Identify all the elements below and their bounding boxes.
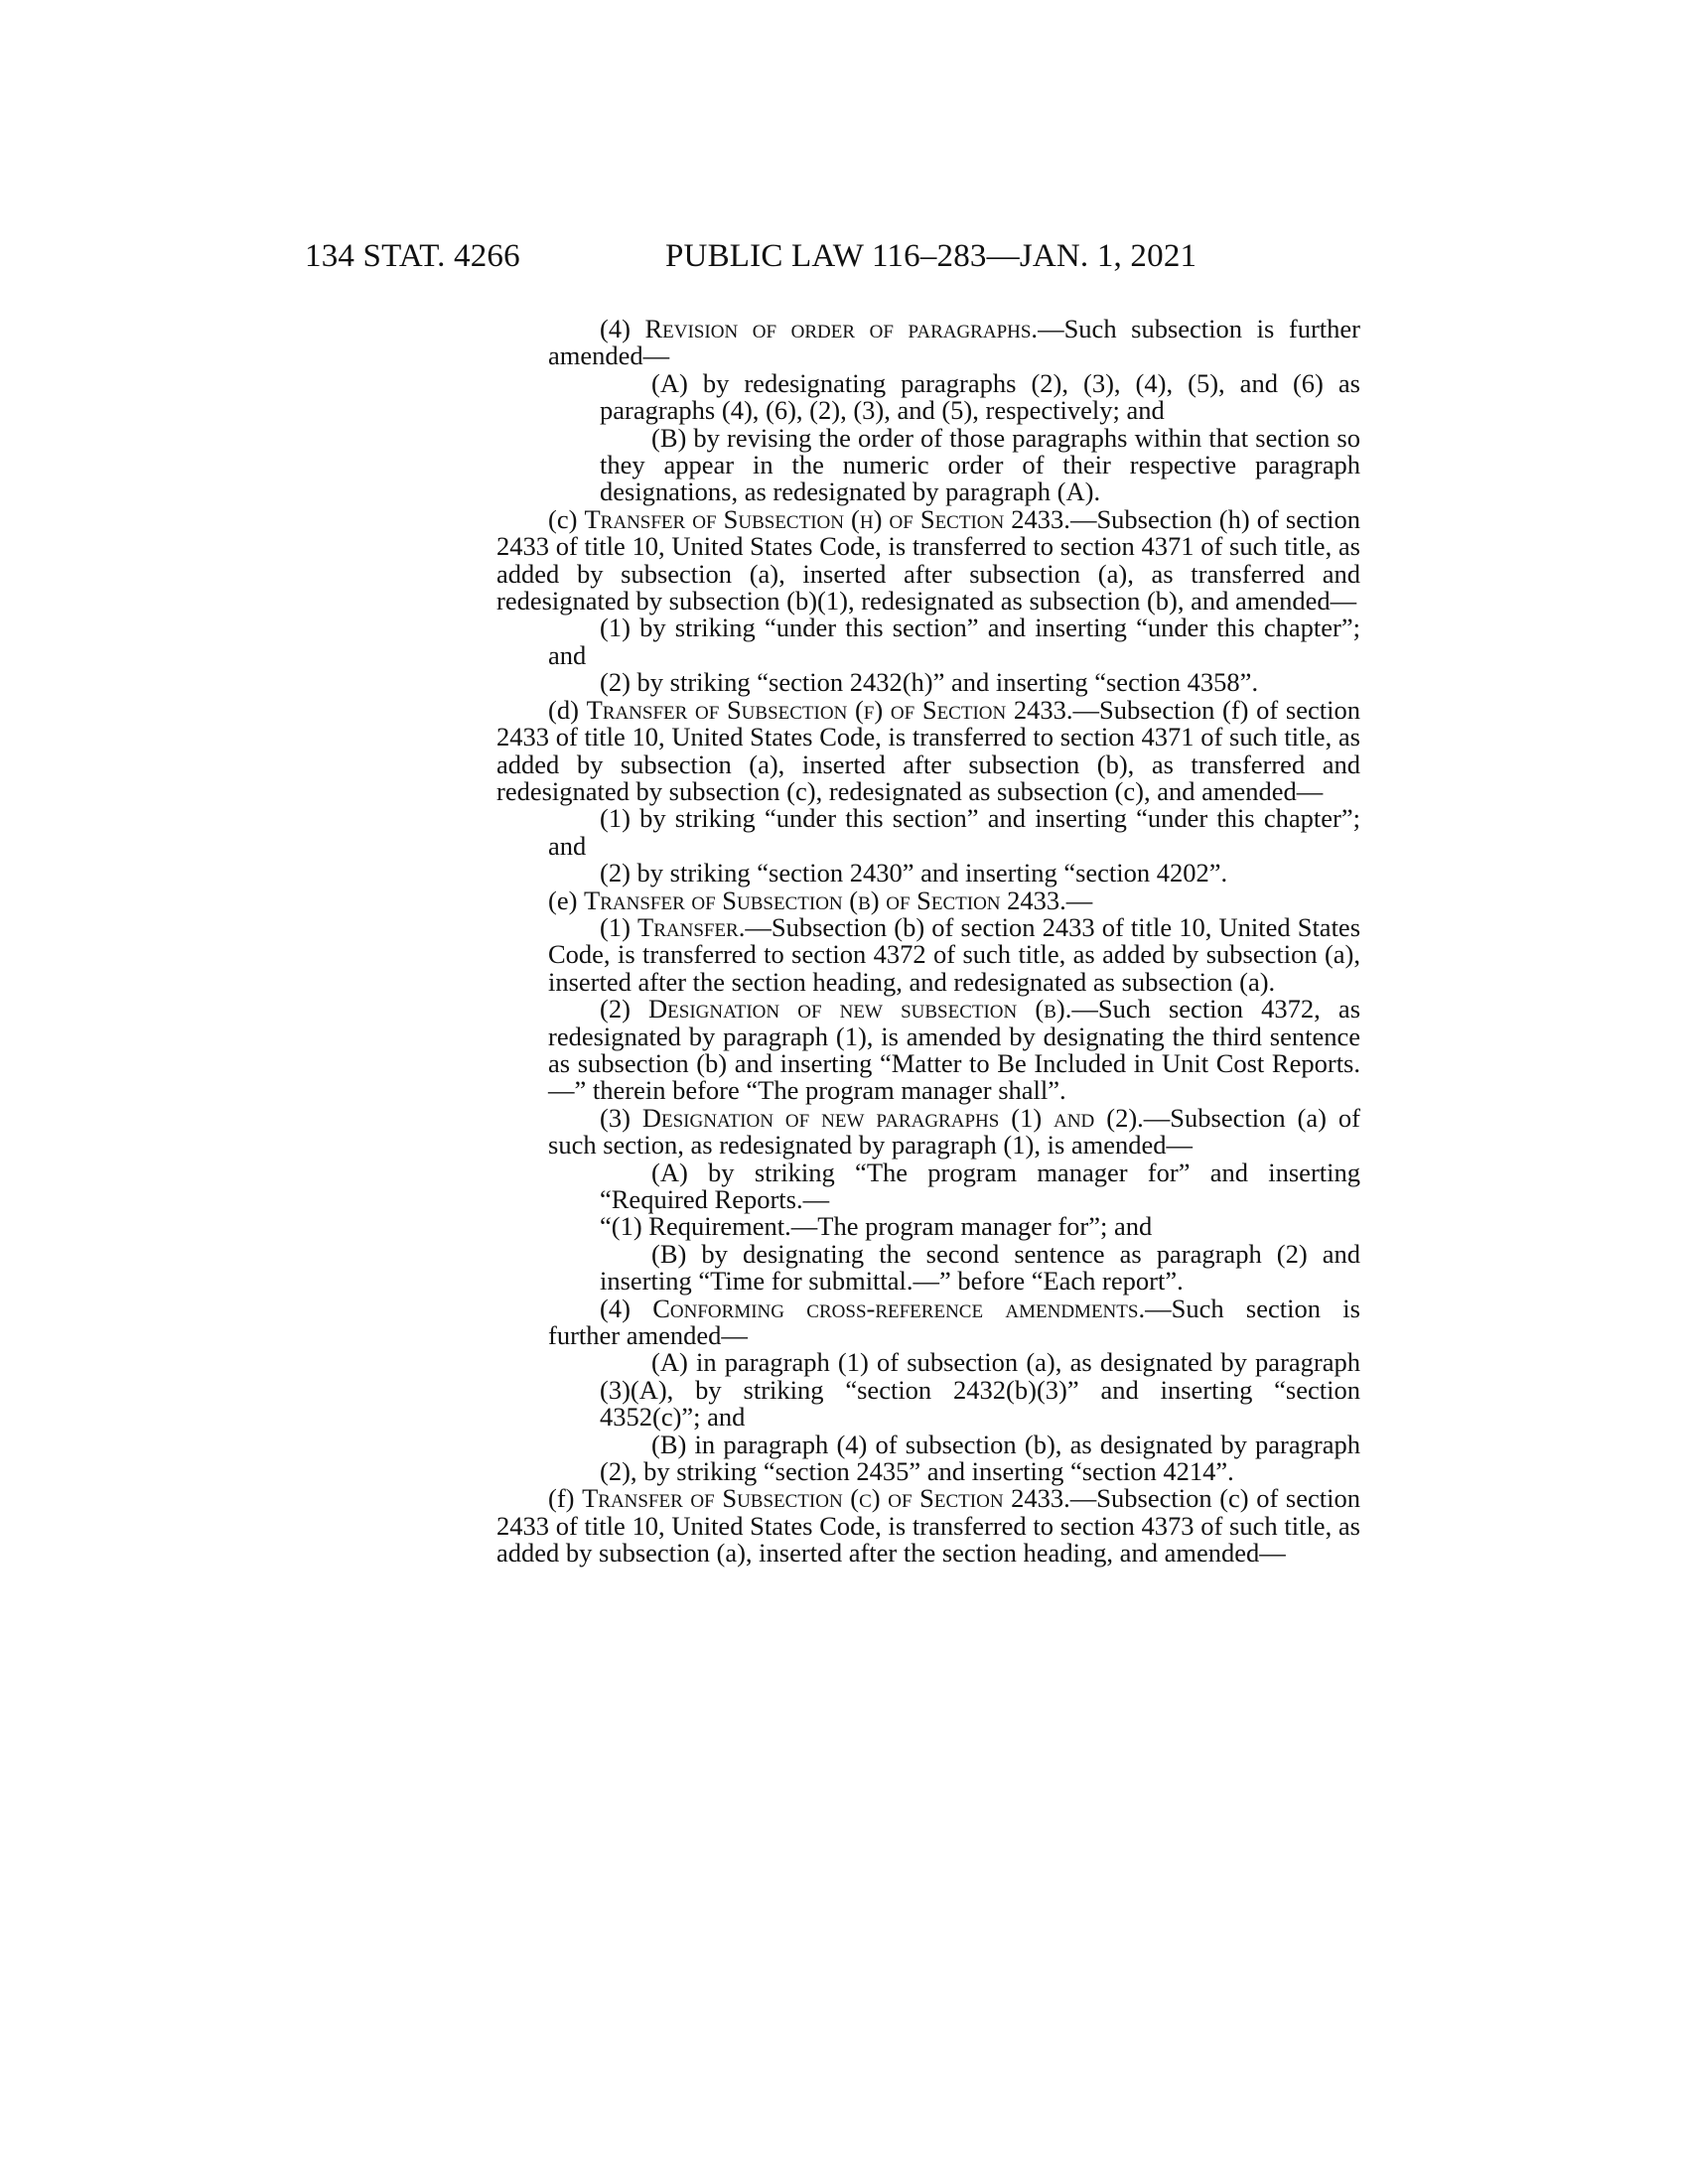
paragraph-2-designation: (2) Designation of new subsection (b).—Such section 4372, as redesignated by paragraph (1), is amended by designating the third sentence as subsection (b) and inserting “Matter to Be Included in Unit Cost Reports.—” therein before “The program manager shall”.	[548, 994, 1361, 1106]
subparagraph-b-designating: (B) by designating the second sentence as paragraph (2) and inserting “Time for submittal.—” before “Each report”.	[600, 1238, 1360, 1297]
paragraph-3-designation: (3) Designation of new paragraphs (1) and (2).—Subsection (a) of such section, as redesignated by paragraph (1), is amended—	[548, 1102, 1360, 1160]
subparagraph-a-striking: (A) by striking “The program manager for” and inserting “Required Reports.—	[600, 1157, 1360, 1214]
subsection-d-transfer: (d) Transfer of Subsection (f) of Section 2433.—Subsection (f) of section 2433 of title 10, United States Code, is transferred to section 4371 of such title, as added by subsection (a), inserted after subsection (b), as transferred and redesignated by subsection (c), redesignated as subsection (c), and amended—	[496, 694, 1360, 806]
page-header	[305, 238, 1377, 288]
subparagraph-a-cross-reference: (A) in paragraph (1) of subsection (a), as designated by paragraph (3)(A), by striking “section 2432(b)(3)” and inserting “section 4352(c)”; and	[600, 1347, 1360, 1433]
subsection-f-transfer: (f) Transfer of Subsection (c) of Section 2433.—Subsection (c) of section 2433 of title 10, United States Code, is transferred to section 4373 of such title, as added by subsection (a), inserted after the section heading, and amended—	[496, 1483, 1360, 1569]
paragraph-1-striking: (1) by striking “under this section” and inserting “under this chapter”; and	[548, 613, 1360, 670]
paragraph-1-transfer: (1) Transfer.—Subsection (b) of section 2433 of title 10, United States Code, is transferred to section 4372 of such title, as added by subsection (a), inserted after the section heading, and redesignated as subsection (a).	[548, 911, 1361, 997]
paragraph-2-striking: (2) by striking “section 2430” and inserting “section 4202”.	[600, 858, 1228, 888]
subsection-e-transfer: (e) Transfer of Subsection (b) of Section 2433.—	[548, 885, 1093, 915]
subparagraph-b-revising-order: (B) by revising the order of those paragraphs within that section so they appear in the numeric order of their respective paragraph designations, as redesignated by paragraph (A).	[600, 422, 1360, 507]
subsection-c-transfer: (c) Transfer of Subsection (h) of Section 2433.—Subsection (h) of section 2433 of title 10, United States Code, is transferred to section 4371 of such title, as added by subsection (a), inserted after subsection (a), as transferred and redesignated by subsection (b)(1), redesignated as subsection (b), and amended—	[496, 503, 1360, 616]
law-title: PUBLIC LAW 116–283—JAN. 1, 2021	[665, 238, 1197, 274]
paragraph-4-revision-of-order: (4) Revision of order of paragraphs.—Such subsection is further amended—	[548, 314, 1360, 371]
statute-body	[496, 316, 1360, 1568]
subparagraph-b-cross-reference: (B) in paragraph (4) of subsection (b), as designated by paragraph (2), by striking “section 2435” and inserting “section 4214”.	[600, 1429, 1360, 1487]
stat-reference: 134 STAT. 4266	[305, 238, 520, 274]
quoted-requirement: “(1) Requirement.—The program manager for”; and	[600, 1211, 1153, 1242]
paragraph-4-conforming: (4) Conforming cross-reference amendments.—Such section is further amended—	[548, 1293, 1360, 1351]
subparagraph-a-redesignating: (A) by redesignating paragraphs (2), (3), (4), (5), and (6) as paragraphs (4), (6), (2), (3), and (5), respectively; and	[600, 367, 1360, 426]
paragraph-2-striking: (2) by striking “section 2432(h)” and inserting “section 4358”.	[600, 667, 1259, 698]
paragraph-1-striking: (1) by striking “under this section” and inserting “under this chapter”; and	[548, 803, 1360, 861]
